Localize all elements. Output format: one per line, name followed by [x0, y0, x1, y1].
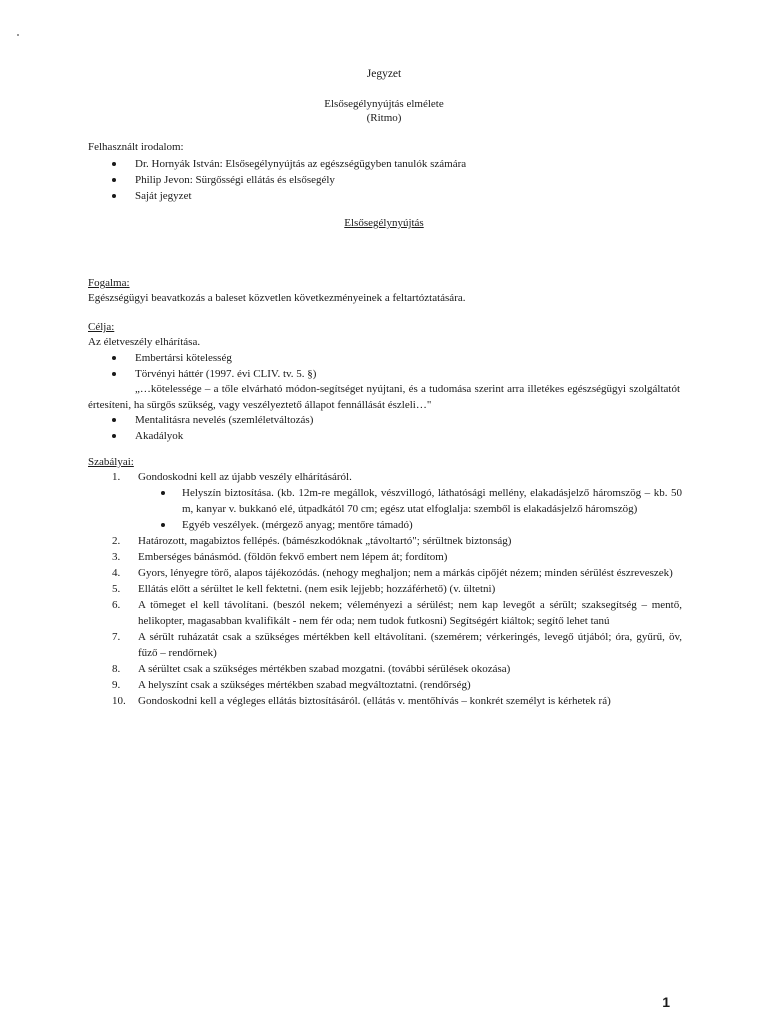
rule-number: 3. [112, 551, 121, 563]
rule-number: 10. [112, 695, 126, 707]
rule-item [112, 629, 682, 661]
section-title: Elsősegélynyújtás [344, 217, 424, 229]
rule-item [112, 469, 682, 533]
rule-text: Gondoskodni kell a végleges ellátás biztosításáról. (ellátás v. mentőhívás – konkrét személyt is kérhetek rá) [138, 695, 611, 707]
list-item: Egyéb veszélyek. (mérgező anyag; mentőre támadó) [182, 517, 682, 533]
list-item: Philip Jevon: Sürgősségi ellátás és elsősegély [135, 172, 466, 188]
rule-text: A sérült ruházatát csak a szükséges mértékben kell eltávolítani. (szemérem; vérkeringés, levegő útjából; óra, gyűrű, öv, fűző – rendőrnek) [138, 631, 682, 659]
rule-sub-list [138, 485, 682, 533]
bullet-icon [161, 491, 165, 495]
rule-number: 5. [112, 583, 121, 595]
rule-number: 2. [112, 535, 121, 547]
rule-item [112, 549, 682, 565]
rule-text: Ellátás előtt a sérültet le kell fektetni. (nem esik lejjebb; hozzáférhető) (v. ültetni) [138, 583, 496, 595]
rule-number: 7. [112, 631, 121, 643]
document-title: Jegyzet [366, 68, 402, 80]
rule-text: A tömeget el kell távolítani. (beszól nekem; véleményezi a sérülést; nem kap levegőt a sérült; szaksegítség – mentő, helikopter, magasabban kvalifikált - nem fér oda; nem tudok futkosni) Segítségért kiáltok; segítő lehet tanú [138, 599, 682, 627]
rule-item [112, 565, 682, 581]
law-quote: „…kötelessége – a tőle elvárható módon-segítséget nyújtani, és a tudomása szerint arra illetékes egészségügyi szolgáltatót értesíteni, ha sürgős szükség, vagy veszélyeztető állapot fennállását észleli…" [88, 383, 680, 411]
bullet-icon [161, 523, 165, 527]
rule-text: Gyors, lényegre törő, alapos tájékozódás. (nehogy meghaljon; nem a márkás cipőjét nézem; minden sérülést észreveszek) [138, 567, 673, 579]
bullet-icon [112, 418, 116, 422]
rule-text: Gondoskodni kell az újabb veszély elhárításáról. [138, 471, 352, 483]
goal-list [135, 350, 316, 382]
definition-text: Egészségügyi beavatkozás a baleset közvetlen következményeinek a feltartóztatására. [88, 292, 466, 304]
definition-heading: Fogalma: [88, 277, 130, 289]
rule-number: 8. [112, 663, 121, 675]
list-item: Embertársi kötelesség [135, 350, 316, 366]
list-item: Saját jegyzet [135, 188, 466, 204]
rule-text: A sérültet csak a szükséges mértékben szabad mozgatni. (további sérülések okozása) [138, 663, 511, 675]
rules-heading: Szabályai: [88, 456, 134, 468]
rule-text: Határozott, magabiztos fellépés. (bámészkodóknak „távoltartó"; sérültnek biztonság) [138, 535, 512, 547]
page-number: 1 [662, 994, 670, 1010]
document-subtitle-note: (Ritmo) [366, 112, 402, 124]
list-item: Törvényi háttér (1997. évi CLIV. tv. 5. §) [135, 366, 316, 382]
rule-item [112, 693, 682, 709]
goal-intro: Az életveszély elhárítása. [88, 336, 201, 348]
list-item: Dr. Hornyák István: Elsősegélynyújtás az egészségügyben tanulók számára [135, 156, 466, 172]
bullet-icon [112, 434, 116, 438]
bullet-icon [112, 356, 116, 360]
document-subtitle: Elsősegélynyújtás elmélete [324, 98, 444, 110]
literature-list [135, 156, 466, 204]
rule-item [112, 581, 682, 597]
rule-number: 1. [112, 471, 121, 483]
rule-text: A helyszínt csak a szükséges mértékben szabad megváltoztatni. (rendőrség) [138, 679, 471, 691]
list-item: Akadályok [135, 428, 313, 444]
rule-item [112, 597, 682, 629]
rule-item [112, 661, 682, 677]
rule-number: 6. [112, 599, 121, 611]
bullet-icon [112, 372, 116, 376]
rule-number: 9. [112, 679, 121, 691]
goal-list-2 [135, 412, 313, 444]
rule-number: 4. [112, 567, 121, 579]
rule-text: Emberséges bánásmód. (földön fekvő embert nem lépem át; fordítom) [138, 551, 448, 563]
literature-label: Felhasznált irodalom: [88, 141, 184, 153]
list-item: Mentalitásra nevelés (szemléletváltozás) [135, 412, 313, 428]
scan-speck [17, 34, 19, 36]
rule-item [112, 533, 682, 549]
bullet-icon [112, 194, 116, 198]
rules-list [112, 469, 682, 709]
bullet-icon [112, 178, 116, 182]
bullet-icon [112, 162, 116, 166]
list-item: Helyszín biztosítása. (kb. 12m-re megállok, vészvillogó, láthatósági mellény, elakadásjelző háromszög – kb. 50 m, kanyar v. bukkanó elé, útpadkától 70 cm; egész utat elfoglalja: szemből is elakadásjelző háromszög) [182, 485, 682, 517]
rule-item [112, 677, 682, 693]
goal-heading: Célja: [88, 321, 115, 333]
